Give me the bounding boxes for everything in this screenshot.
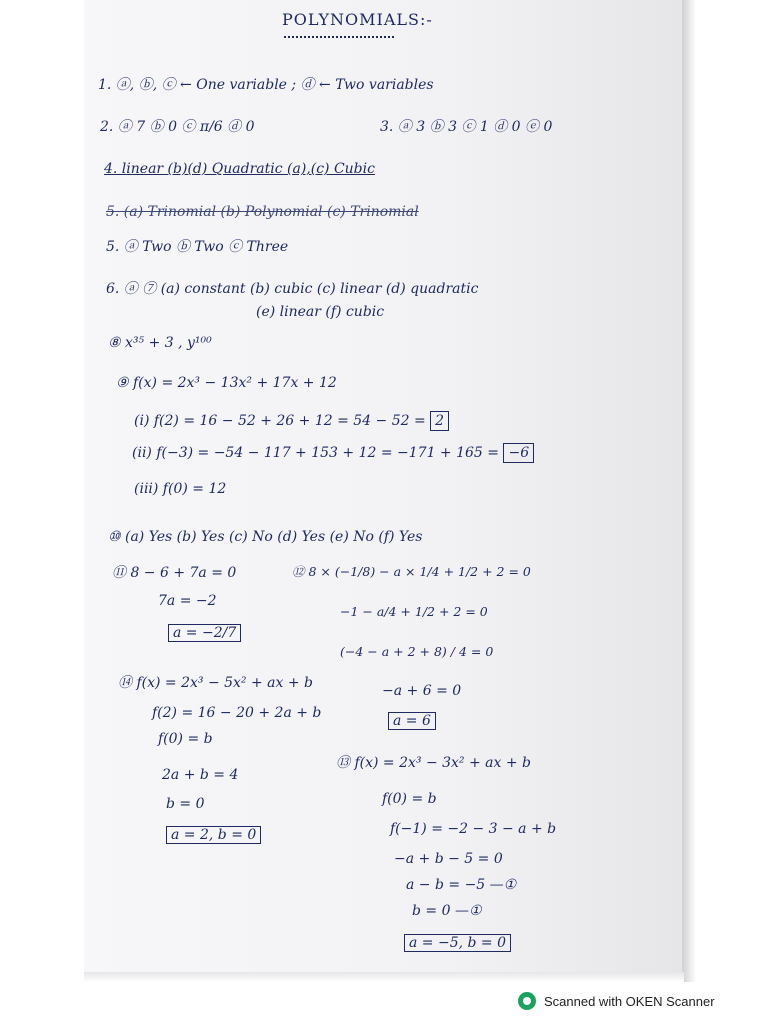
scanner-watermark-text: Scanned with OKEN Scanner xyxy=(544,993,715,1009)
answer-5-struck: 5. (a) Trinomial (b) Polynomial (c) Trinomial xyxy=(106,204,419,220)
title-underline xyxy=(284,32,394,38)
answer-4: 4. linear (b)(d) Quadratic (a),(c) Cubic xyxy=(104,161,375,177)
answer-14-line2: f(2) = 16 − 20 + 2a + b xyxy=(152,705,322,721)
answer-9-i-result: 2 xyxy=(430,411,449,431)
answer-3: 3. ⓐ 3 ⓑ 3 ⓒ 1 ⓓ 0 ⓔ 0 xyxy=(380,119,553,135)
answer-9-ii-result: −6 xyxy=(503,443,534,463)
answer-14-result: a = 2, b = 0 xyxy=(166,826,261,844)
answer-9-iii: (iii) f(0) = 12 xyxy=(134,481,227,497)
answer-2: 2. ⓐ 7 ⓑ 0 ⓒ π/6 ⓓ 0 xyxy=(100,119,255,135)
answer-14-line4: 2a + b = 4 xyxy=(162,767,239,783)
answer-1: 1. ⓐ, ⓑ, ⓒ ← One variable ; ⓓ ← Two variables xyxy=(98,77,434,93)
answer-10: ⑩ (a) Yes (b) Yes (c) No (d) Yes (e) No (f) Yes xyxy=(108,529,423,545)
answer-9-i xyxy=(134,414,449,428)
answer-5: 5. ⓐ Two ⓑ Two ⓒ Three xyxy=(106,239,289,255)
answer-12-line1: ⑫ 8 × (−1/8) − a × 1/4 + 1/2 + 2 = 0 xyxy=(292,564,531,579)
answer-13-line2: f(0) = b xyxy=(382,791,437,807)
answer-11-result: a = −2/7 xyxy=(168,624,241,642)
answer-13-line6: b = 0 —① xyxy=(412,903,482,919)
answer-13-line1: ⑬ f(x) = 2x³ − 3x² + ax + b xyxy=(336,755,532,771)
answer-12-line4: −a + 6 = 0 xyxy=(382,683,462,699)
answer-12-line2: −1 − a/4 + 1/2 + 2 = 0 xyxy=(340,604,488,619)
answer-9: ⑨ f(x) = 2x³ − 13x² + 17x + 12 xyxy=(116,375,337,391)
answer-9-ii-work: (ii) f(−3) = −54 − 117 + 153 + 12 = −171 + 165 = xyxy=(132,445,500,461)
page-title: POLYNOMIALS:- xyxy=(282,10,433,29)
page-edge-shadow xyxy=(682,0,696,982)
oken-scanner-logo-icon xyxy=(518,992,536,1010)
answer-7-cont: (e) linear (f) cubic xyxy=(256,304,385,320)
answer-11-line2: 7a = −2 xyxy=(158,593,217,609)
answer-12-result: a = 6 xyxy=(388,712,436,730)
answer-14-line5: b = 0 xyxy=(166,796,205,812)
answer-12-line3: (−4 − a + 2 + 8) / 4 = 0 xyxy=(340,644,494,659)
answer-13-line3: f(−1) = −2 − 3 − a + b xyxy=(390,821,557,837)
scanner-watermark xyxy=(518,992,715,1010)
answer-13-line4: −a + b − 5 = 0 xyxy=(394,851,503,867)
page-bottom-shadow xyxy=(84,972,684,982)
answer-8: ⑧ x³⁵ + 3 , y¹⁰⁰ xyxy=(108,335,212,351)
answer-9-i-work: (i) f(2) = 16 − 52 + 26 + 12 = 54 − 52 = xyxy=(134,413,426,429)
answer-6-7: 6. ⓐ ⑦ (a) constant (b) cubic (c) linear (d) quadratic xyxy=(106,281,479,297)
answer-11-line1: ⑪ 8 − 6 + 7a = 0 xyxy=(112,565,237,581)
answer-14-line1: ⑭ f(x) = 2x³ − 5x² + ax + b xyxy=(118,675,314,691)
answer-9-ii xyxy=(132,446,534,460)
answer-14-line3: f(0) = b xyxy=(158,731,213,747)
answer-13-result: a = −5, b = 0 xyxy=(404,934,511,952)
answer-13-line5: a − b = −5 —① xyxy=(406,877,517,893)
